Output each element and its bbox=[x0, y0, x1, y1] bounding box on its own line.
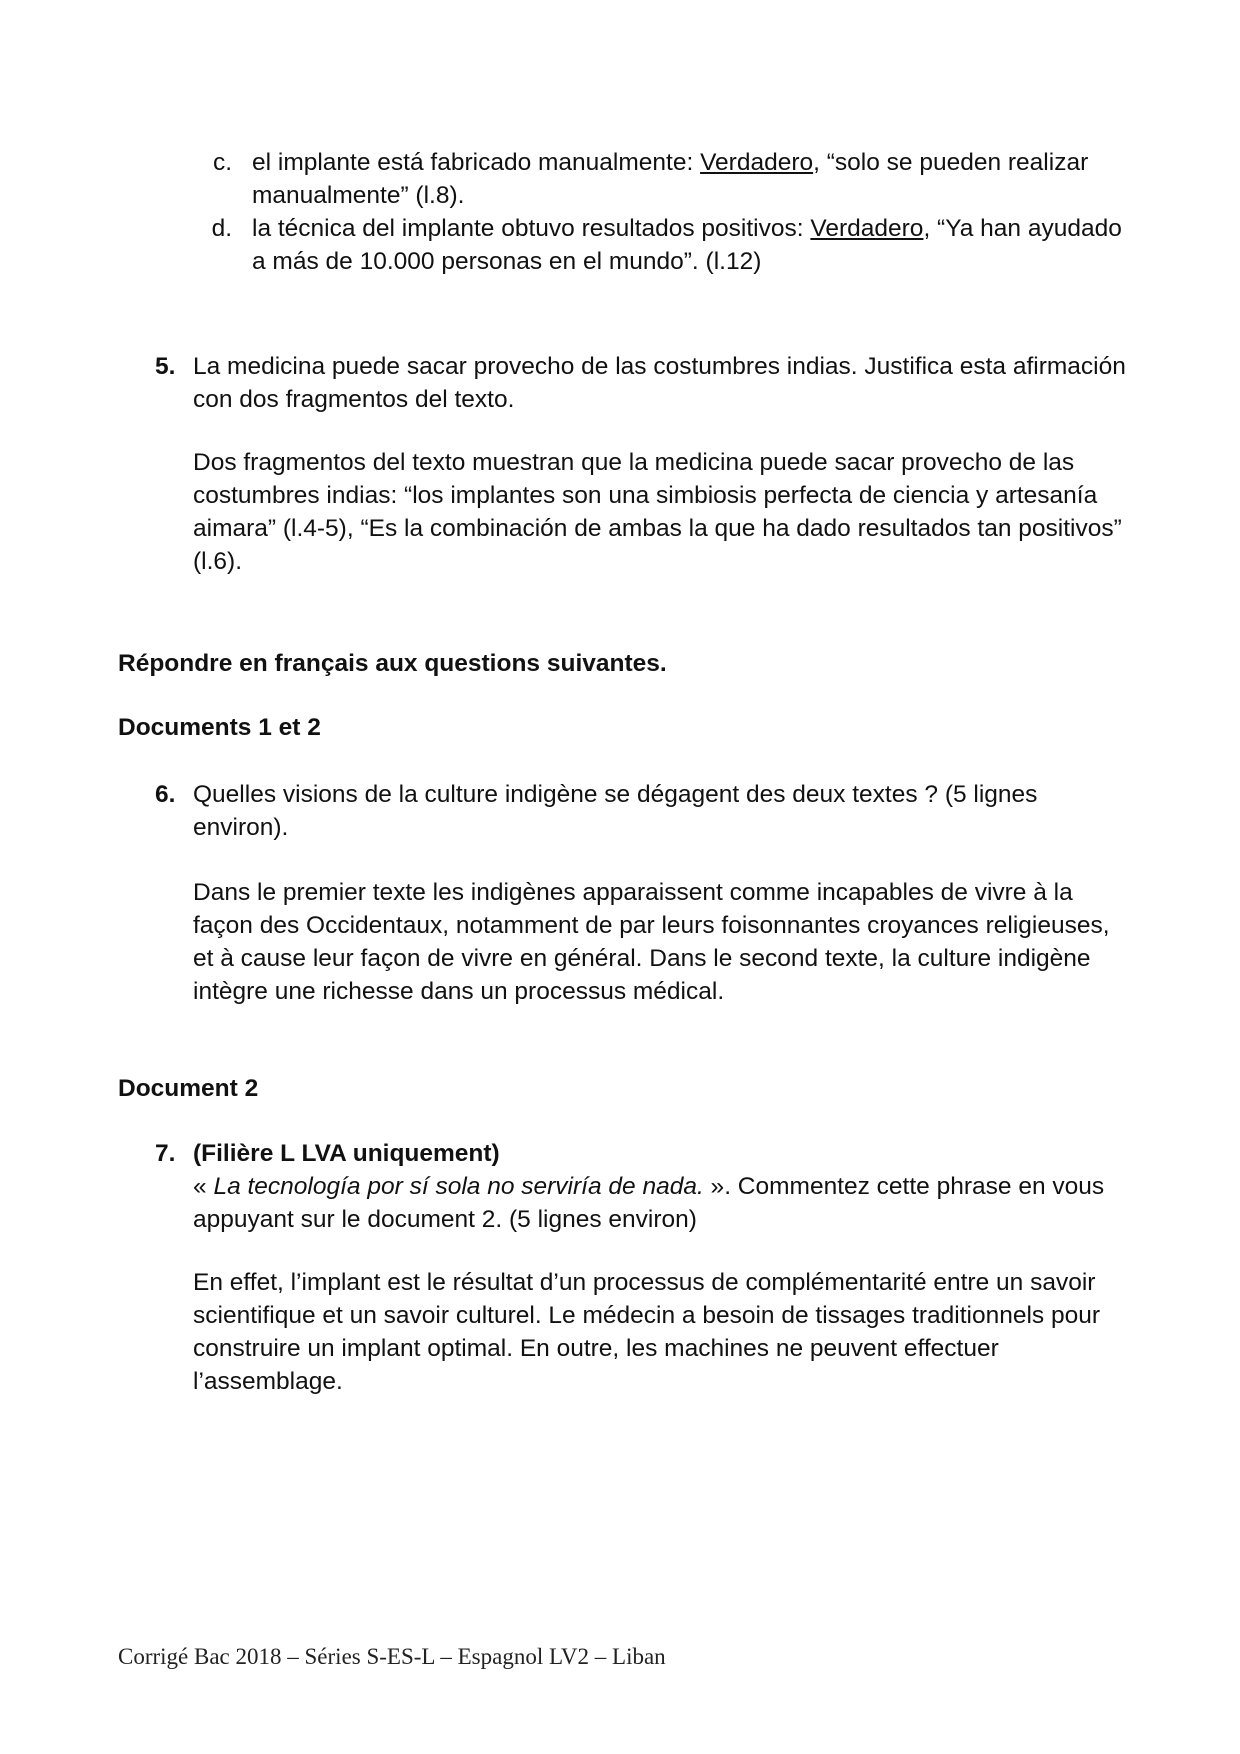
document-heading: Documents 1 et 2 bbox=[118, 714, 321, 741]
sub-item-lead: el implante está fabricado manualmente: bbox=[252, 149, 701, 176]
question-number: 7. bbox=[155, 1140, 176, 1167]
answer-text: Dans le premier texte les indigènes apparaissent comme incapables de vivre à la façon des Occidentaux, notamment de par leurs foisonnantes croyances religieuses, et à cause leur façon de vivre en général. Dans le second texte, la culture indigène intègre une richesse dans un processus médical. bbox=[193, 879, 1110, 1005]
question-number: 5. bbox=[155, 353, 176, 380]
question-rest: . Commentez cette phrase en vous appuyant sur le document 2. (5 lignes environ) bbox=[193, 1173, 1105, 1233]
section-heading: Répondre en français aux questions suivantes. bbox=[118, 650, 667, 677]
answer-text: Dos fragmentos del texto muestran que la medicina puede sacar provecho de las costumbres indias: “los implantes son una simbiosis perfecta de ciencia y artesanía aimara” (l.4-5), “Es la combinación de ambas la que ha dado resultados tan positivos” (l.6). bbox=[193, 449, 1122, 575]
verdict-underlined: Verdadero bbox=[810, 215, 924, 242]
document-heading: Document 2 bbox=[118, 1075, 259, 1102]
question-text: La medicina puede sacar provecho de las costumbres indias. Justifica esta afirmación con dos fragmentos del texto. bbox=[193, 353, 1126, 413]
answer-text: En effet, l’implant est le résultat d’un processus de complémentarité entre un savoir scientifique et un savoir culturel. Le médecin a besoin de tissages traditionnels pour construire un implant optimal. En outre, les machines ne peuvent effectuer l’assemblage. bbox=[193, 1269, 1101, 1395]
sub-item-text bbox=[252, 212, 1132, 278]
sub-item-lead: la técnica del implante obtuvo resultados positivos: bbox=[252, 215, 811, 242]
question-number: 6. bbox=[155, 781, 176, 808]
question-title: (Filière L LVA uniquement) bbox=[193, 1140, 500, 1167]
page-footer: Corrigé Bac 2018 – Séries S-ES-L – Espagnol LV2 – Liban bbox=[118, 1644, 666, 1669]
quoted-phrase: La tecnología por sí sola no serviría de nada. bbox=[213, 1173, 704, 1200]
quote-mark-open: « bbox=[193, 1173, 214, 1200]
verdict-underlined: Verdadero bbox=[700, 149, 814, 176]
sub-item-text bbox=[252, 146, 1132, 212]
sub-item-marker: d. bbox=[211, 215, 232, 242]
sub-item-marker: c. bbox=[212, 149, 232, 176]
sub-item-quote: , “Ya han ayudado a más de 10.000 personas en el mundo”. (l.12) bbox=[252, 215, 1122, 275]
question-text: Quelles visions de la culture indigène se dégagent des deux textes ? (5 lignes environ). bbox=[193, 781, 1038, 841]
question-text bbox=[193, 1170, 1133, 1236]
quote-mark-close: » bbox=[703, 1173, 725, 1200]
sub-item-quote: , “solo se pueden realizar manualmente” (l.8). bbox=[252, 149, 1089, 209]
